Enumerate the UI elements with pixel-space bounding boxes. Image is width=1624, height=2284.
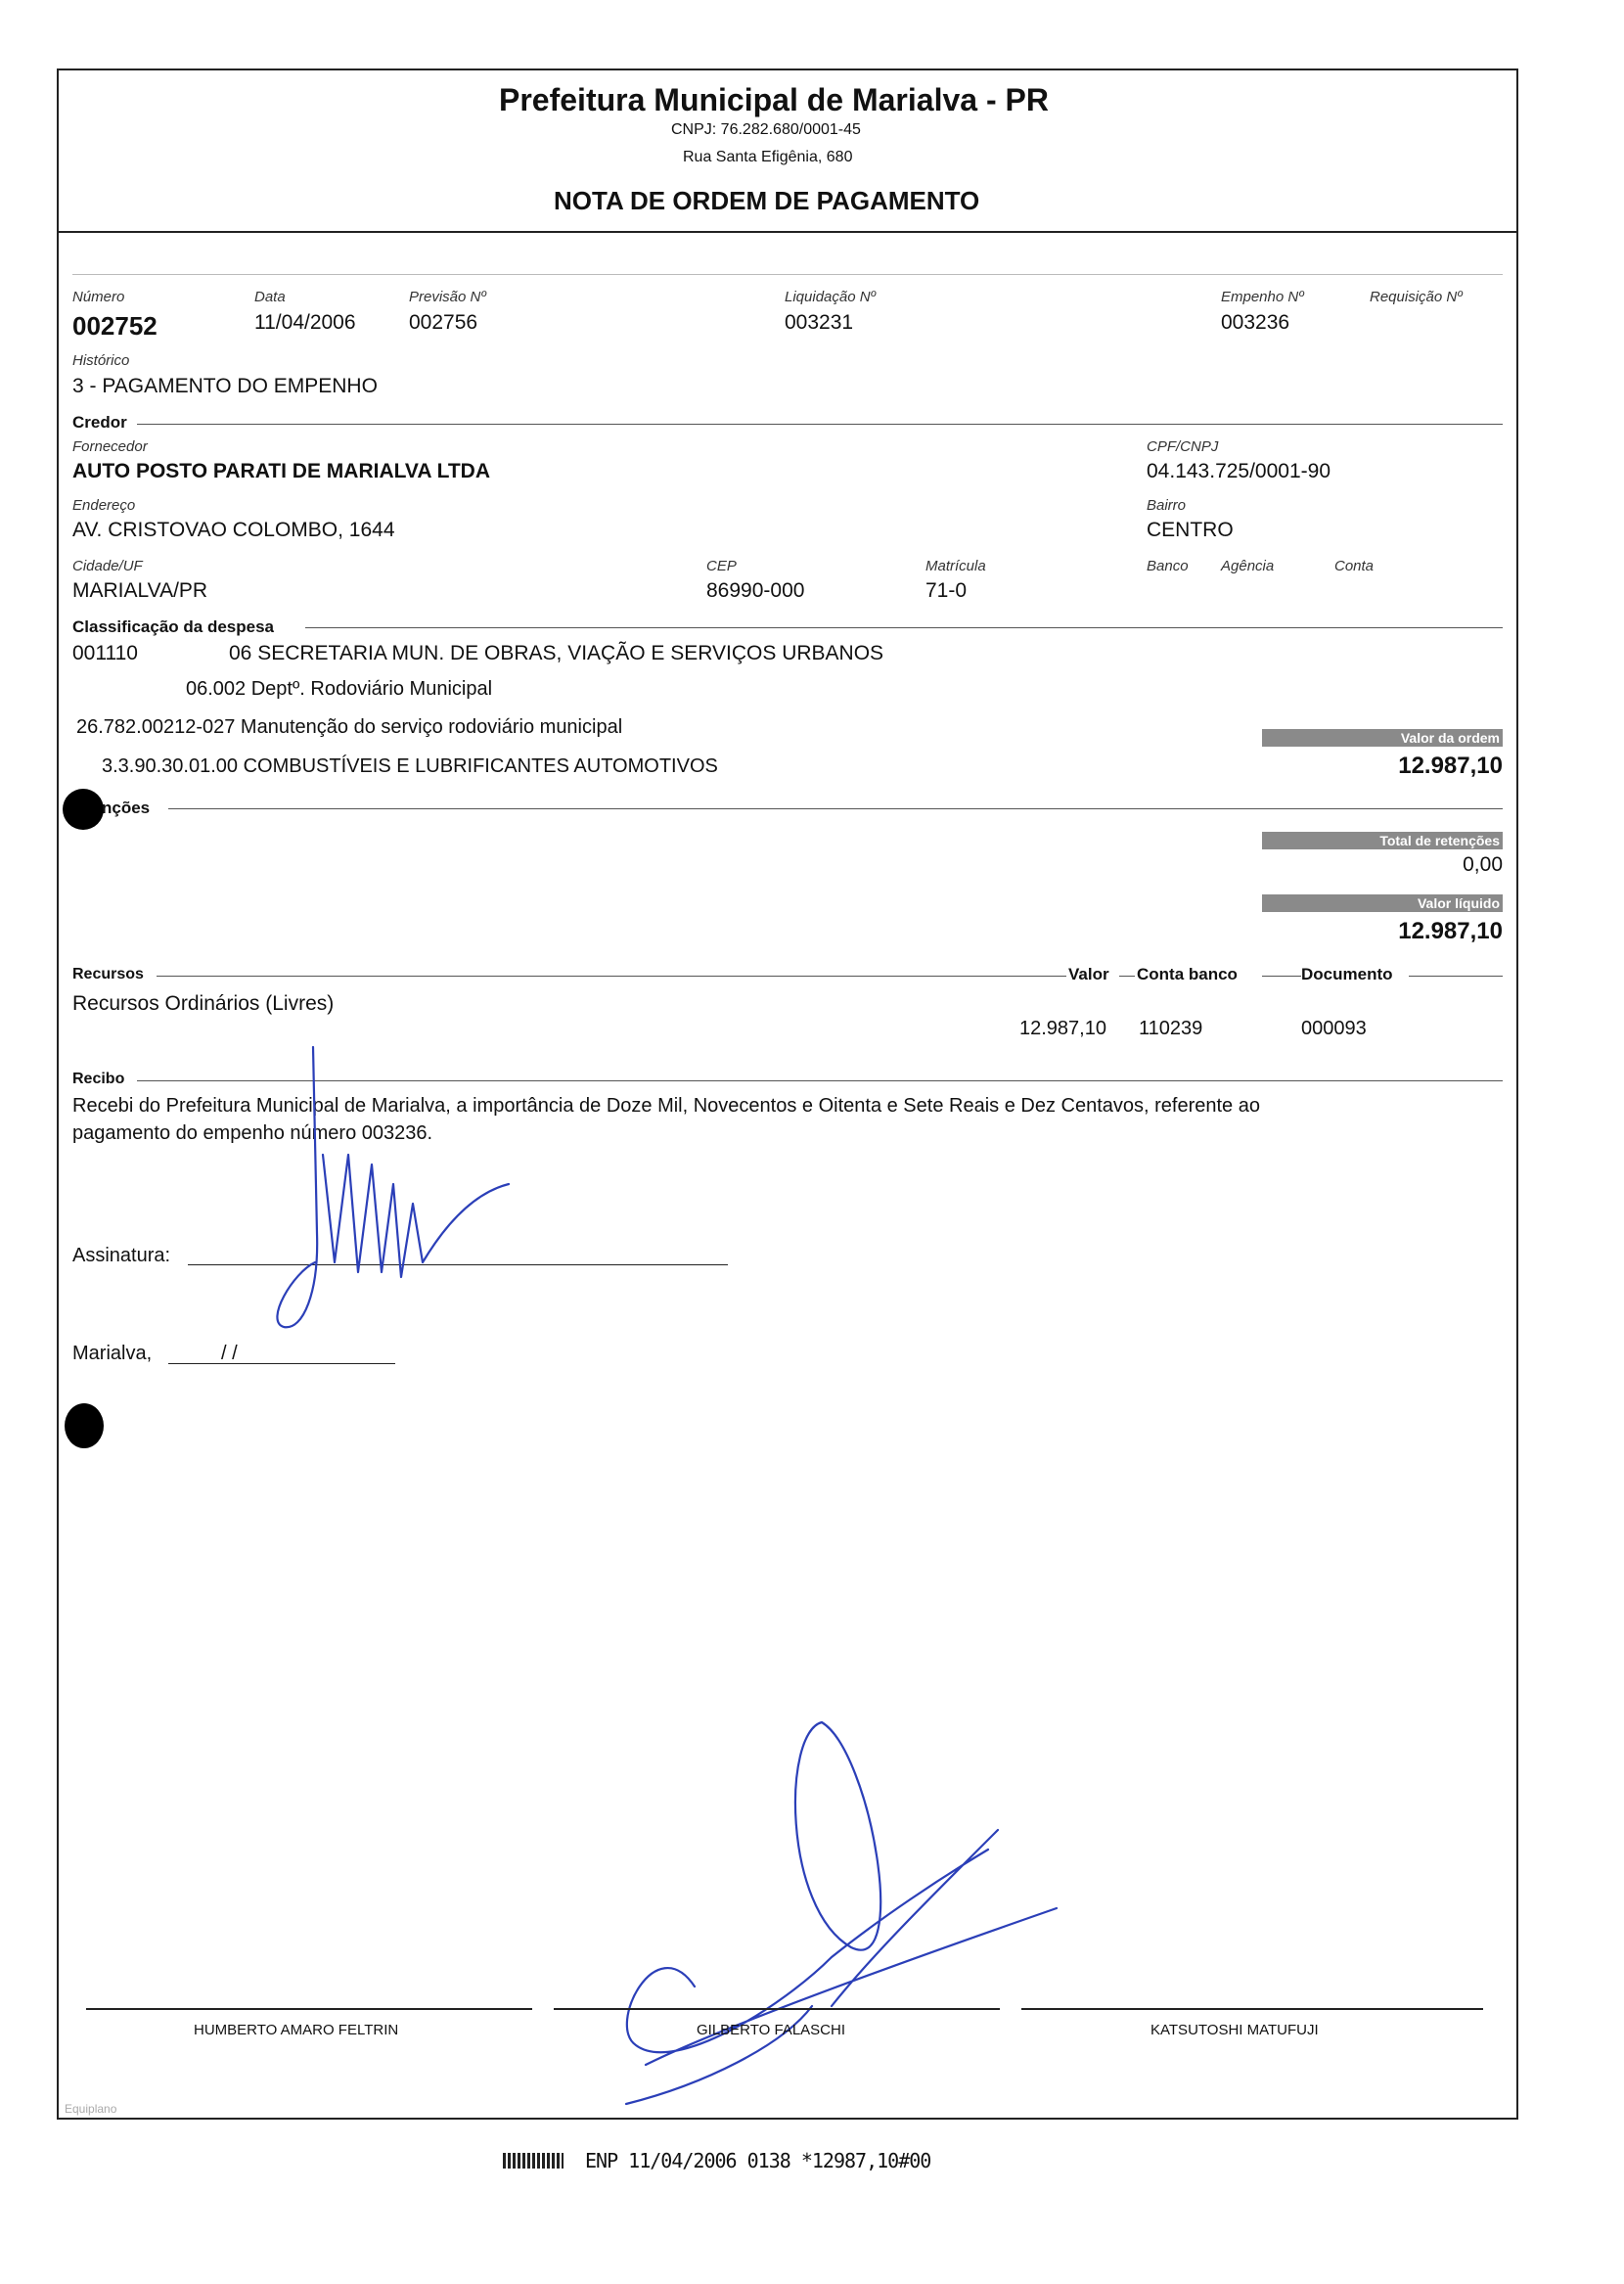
banco-label: Banco [1147,558,1189,574]
footer-stamp: ENP 11/04/2006 0138 *12987,10#00 [585,2149,931,2172]
fields-divider [72,274,1503,275]
recursos-conta-label: Conta banco [1137,965,1238,983]
recursos-valor: 12.987,10 [1019,1018,1106,1039]
cpf-label: CPF/CNPJ [1147,438,1219,455]
bairro-label: Bairro [1147,497,1187,514]
recursos-descricao: Recursos Ordinários (Livres) [72,992,335,1015]
secretaria-value: 06 SECRETARIA MUN. DE OBRAS, VIAÇÃO E SERVIÇOS URBANOS [229,642,884,664]
punch-hole-mark [63,789,104,830]
credor-section-title: Credor [72,413,127,432]
recibo-text-line-1: Recebi do Prefeitura Municipal de Marialva, a importância de Doze Mil, Novecentos e Oitenta e Sete Reais e Dez Centavos, referente ao [72,1095,1260,1117]
requisicao-label: Requisição Nº [1370,289,1463,305]
recursos-section-title: Recursos [72,966,144,982]
date-slashes: / / [221,1343,238,1364]
agencia-label: Agência [1221,558,1275,574]
assinatura-label: Assinatura: [72,1245,171,1266]
signatory-1: HUMBERTO AMARO FELTRIN [194,2022,399,2038]
cidade-value: MARIALVA/PR [72,579,208,602]
recursos-divider-2 [1119,976,1135,977]
signatory-3: KATSUTOSHI MATUFUJI [1150,2022,1319,2038]
credor-divider [137,424,1503,425]
document-title: NOTA DE ORDEM DE PAGAMENTO [554,186,980,215]
valor-ordem-label: Valor da ordem [1262,729,1503,747]
endereco-label: Endereço [72,497,136,514]
recibo-text-line-2: pagamento do empenho número 003236. [72,1122,433,1144]
numero-label: Número [72,289,125,305]
recursos-documento: 000093 [1301,1018,1367,1039]
signature-line-1 [86,2008,532,2010]
recursos-conta: 110239 [1139,1018,1203,1039]
recursos-valor-label: Valor [1068,965,1109,983]
total-retencoes-label: Total de retenções [1262,832,1503,849]
handwritten-signature-falaschi [587,1713,1057,2124]
liquidacao-label: Liquidação Nº [785,289,877,305]
fornecedor-value: AUTO POSTO PARATI DE MARIALVA LTDA [72,460,490,482]
cep-value: 86990-000 [706,579,805,602]
elemento-value: 3.3.90.30.01.00 COMBUSTÍVEIS E LUBRIFICANTES AUTOMOTIVOS [102,755,718,777]
recursos-divider [157,976,1066,977]
data-label: Data [254,289,286,305]
cep-label: CEP [706,558,737,574]
software-watermark: Equiplano [65,2102,117,2116]
recibo-section-title: Recibo [72,1071,125,1087]
departamento-value: 06.002 Deptº. Rodoviário Municipal [186,678,493,700]
cpf-value: 04.143.725/0001-90 [1147,460,1331,482]
matricula-value: 71-0 [925,579,968,602]
programa-value: 26.782.00212-027 Manutenção do serviço rodoviário municipal [76,716,623,738]
signature-line-2 [554,2008,1000,2010]
empenho-value: 003236 [1221,311,1290,334]
classificacao-divider [305,627,1503,628]
numero-value: 002752 [72,311,158,341]
valor-liquido-value: 12.987,10 [1398,918,1503,944]
valor-ordem-value: 12.987,10 [1398,753,1503,779]
signatory-2: GILBERTO FALASCHI [697,2022,845,2038]
header-divider [57,231,1518,233]
recursos-documento-label: Documento [1301,965,1393,983]
fornecedor-label: Fornecedor [72,438,148,455]
matricula-label: Matrícula [925,558,986,574]
bairro-value: CENTRO [1147,519,1234,541]
total-retencoes-value: 0,00 [1463,853,1503,876]
local-label: Marialva, [72,1343,153,1364]
conta-label: Conta [1334,558,1375,574]
empenho-label: Empenho Nº [1221,289,1304,305]
handwritten-signature-recibo [254,1037,577,1350]
punch-hole-mark-2 [65,1403,104,1448]
retencoes-divider [168,808,1503,809]
header-address: Rua Santa Efigênia, 680 [683,149,853,165]
previsao-label: Previsão Nº [409,289,486,305]
previsao-value: 002756 [409,311,478,334]
classificacao-section-title: Classificação da despesa [72,617,275,636]
liquidacao-value: 003231 [785,311,854,334]
cidade-label: Cidade/UF [72,558,143,574]
data-value: 11/04/2006 [254,311,356,334]
header-cnpj: CNPJ: 76.282.680/0001-45 [671,121,861,138]
stamp-logo [503,2153,564,2169]
historico-value: 3 - PAGAMENTO DO EMPENHO [72,375,378,397]
date-line [168,1363,395,1364]
recursos-divider-4 [1409,976,1503,977]
endereco-value: AV. CRISTOVAO COLOMBO, 1644 [72,519,395,541]
page-title: Prefeitura Municipal de Marialva - PR [499,82,1049,117]
valor-liquido-label: Valor líquido [1262,894,1503,912]
recursos-divider-3 [1262,976,1301,977]
classificacao-code: 001110 [72,642,138,664]
retencoes-section-title: nções [102,799,151,817]
signature-line-3 [1021,2008,1483,2010]
historico-label: Histórico [72,352,130,369]
